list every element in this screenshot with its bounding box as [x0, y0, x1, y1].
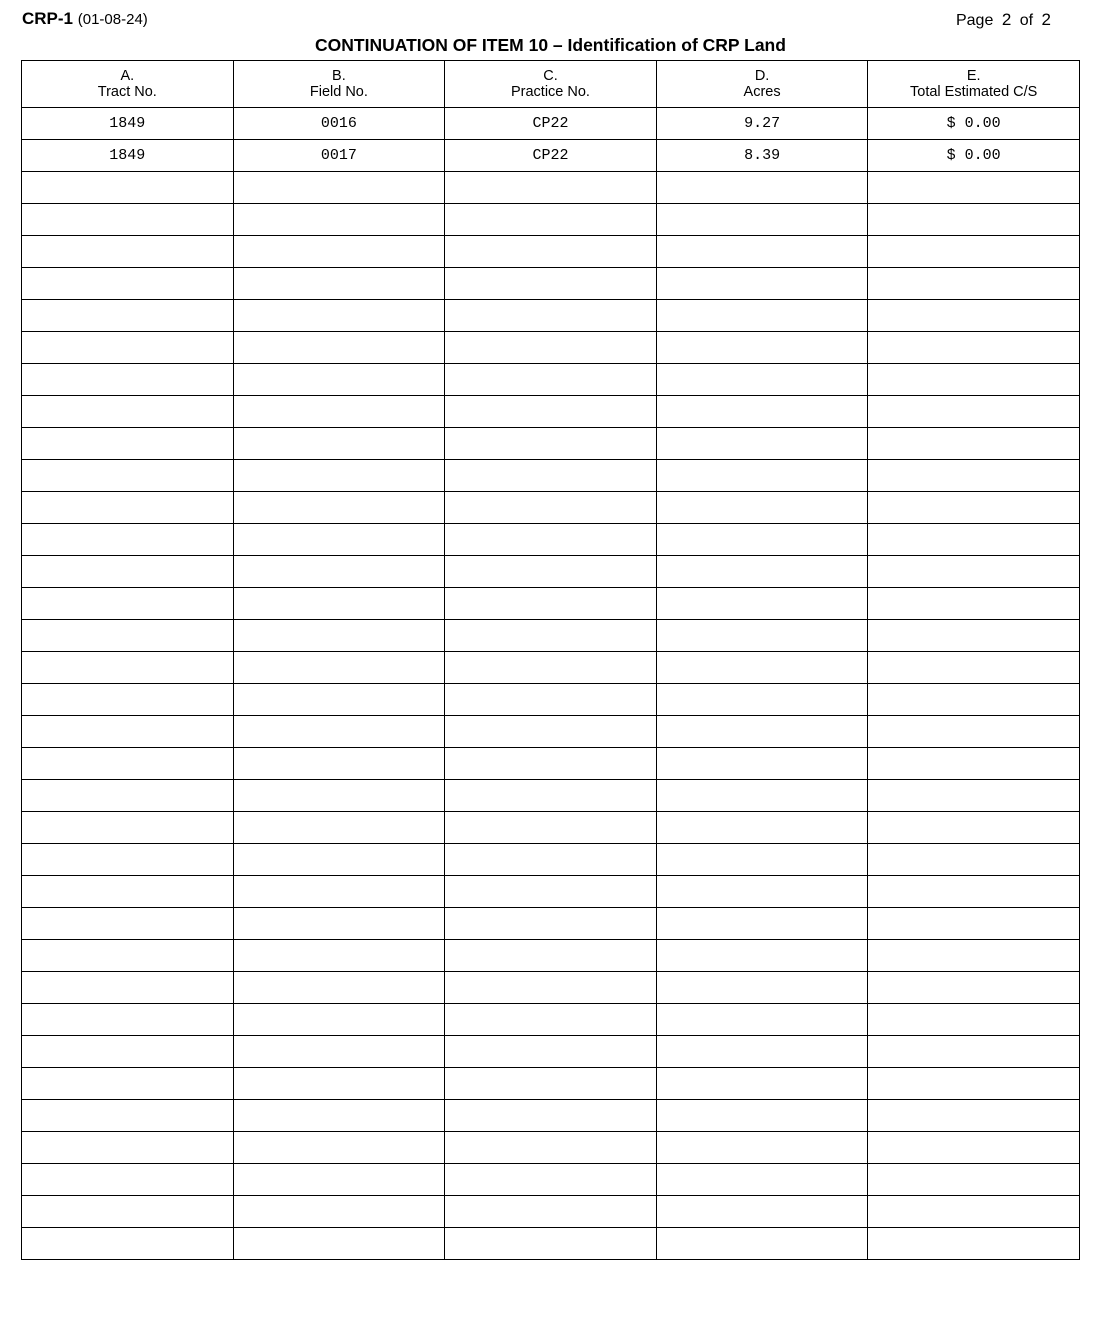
acres-cell — [656, 332, 868, 364]
column-header-tract — [22, 61, 234, 108]
page-total: 2 — [1041, 10, 1051, 29]
cost-share-cell — [868, 172, 1080, 204]
acres-cell — [656, 236, 868, 268]
column-letter: E. — [966, 68, 981, 84]
acres-cell — [656, 300, 868, 332]
cost-share-cell — [868, 300, 1080, 332]
field-no-cell — [233, 620, 445, 652]
cost-share-cell — [868, 1068, 1080, 1100]
practice-no-cell — [445, 908, 657, 940]
tract-no-cell — [22, 1132, 234, 1164]
acres-cell — [656, 908, 868, 940]
empty-table-row — [22, 204, 1080, 236]
cost-share-cell — [868, 460, 1080, 492]
column-label: Practice No. — [510, 84, 590, 100]
practice-no-cell — [445, 1196, 657, 1228]
page-number — [956, 10, 1055, 31]
empty-table-row — [22, 1228, 1080, 1260]
tract-no-cell — [22, 204, 234, 236]
empty-table-row — [22, 236, 1080, 268]
tract-no-cell — [22, 812, 234, 844]
tract-no-cell — [22, 300, 234, 332]
field-no-cell — [233, 268, 445, 300]
acres-cell — [656, 428, 868, 460]
cost-share-cell — [868, 620, 1080, 652]
practice-no-cell — [445, 620, 657, 652]
acres-cell — [656, 268, 868, 300]
cost-share-cell — [868, 1164, 1080, 1196]
field-no-cell — [233, 908, 445, 940]
cost-share-cell — [868, 780, 1080, 812]
tract-no-cell — [22, 1068, 234, 1100]
practice-no-cell — [445, 1036, 657, 1068]
cost-share-cell — [868, 332, 1080, 364]
practice-no-cell — [445, 268, 657, 300]
field-no-cell: 0017 — [233, 140, 445, 172]
acres-cell — [656, 1004, 868, 1036]
tract-no-cell — [22, 236, 234, 268]
empty-table-row — [22, 812, 1080, 844]
cost-share-cell — [868, 972, 1080, 1004]
acres-cell — [656, 876, 868, 908]
tract-no-cell — [22, 844, 234, 876]
tract-no-cell — [22, 428, 234, 460]
practice-no-cell — [445, 332, 657, 364]
empty-table-row — [22, 332, 1080, 364]
field-no-cell — [233, 780, 445, 812]
column-label: Tract No. — [97, 84, 157, 100]
field-no-cell — [233, 684, 445, 716]
empty-table-row — [22, 1036, 1080, 1068]
column-header-practice — [445, 61, 657, 108]
field-no-cell — [233, 844, 445, 876]
empty-table-row — [22, 556, 1080, 588]
cost-share-cell: $ 0.00 — [868, 140, 1080, 172]
acres-cell — [656, 652, 868, 684]
cost-share-cell — [868, 396, 1080, 428]
practice-no-cell — [445, 172, 657, 204]
cost-share-cell — [868, 844, 1080, 876]
field-no-cell — [233, 1004, 445, 1036]
tract-no-cell — [22, 716, 234, 748]
acres-cell: 8.39 — [656, 140, 868, 172]
practice-no-cell — [445, 844, 657, 876]
form-code: CRP-1 — [22, 9, 74, 28]
tract-no-cell — [22, 940, 234, 972]
practice-no-cell — [445, 524, 657, 556]
practice-no-cell — [445, 1132, 657, 1164]
empty-table-row — [22, 652, 1080, 684]
table-body — [22, 108, 1080, 1260]
practice-no-cell — [445, 204, 657, 236]
practice-no-cell — [445, 940, 657, 972]
empty-table-row — [22, 908, 1080, 940]
empty-table-row — [22, 492, 1080, 524]
practice-no-cell — [445, 812, 657, 844]
tract-no-cell — [22, 396, 234, 428]
empty-table-row — [22, 460, 1080, 492]
field-no-cell — [233, 972, 445, 1004]
empty-table-row — [22, 1068, 1080, 1100]
tract-no-cell — [22, 652, 234, 684]
cost-share-cell — [868, 876, 1080, 908]
field-no-cell — [233, 236, 445, 268]
field-no-cell — [233, 1068, 445, 1100]
field-no-cell — [233, 492, 445, 524]
acres-cell — [656, 588, 868, 620]
acres-cell — [656, 780, 868, 812]
practice-no-cell — [445, 1228, 657, 1260]
cost-share-cell — [868, 1196, 1080, 1228]
acres-cell — [656, 1228, 868, 1260]
practice-no-cell — [445, 588, 657, 620]
tract-no-cell — [22, 364, 234, 396]
empty-table-row — [22, 1004, 1080, 1036]
acres-cell — [656, 1196, 868, 1228]
field-no-cell — [233, 1132, 445, 1164]
acres-cell — [656, 556, 868, 588]
field-no-cell — [233, 748, 445, 780]
practice-no-cell — [445, 364, 657, 396]
cost-share-cell — [868, 1132, 1080, 1164]
cost-share-cell — [868, 940, 1080, 972]
acres-cell — [656, 684, 868, 716]
crp-land-table — [21, 60, 1080, 1260]
practice-no-cell: CP22 — [445, 140, 657, 172]
practice-no-cell — [445, 460, 657, 492]
practice-no-cell — [445, 1100, 657, 1132]
acres-cell — [656, 1164, 868, 1196]
field-no-cell — [233, 300, 445, 332]
cost-share-cell — [868, 1100, 1080, 1132]
acres-cell — [656, 1068, 868, 1100]
empty-table-row — [22, 524, 1080, 556]
field-no-cell — [233, 524, 445, 556]
cost-share-cell: $ 0.00 — [868, 108, 1080, 140]
column-header-field — [233, 61, 445, 108]
column-header-cost-share — [868, 61, 1080, 108]
form-identifier — [22, 9, 148, 30]
empty-table-row — [22, 844, 1080, 876]
tract-no-cell — [22, 588, 234, 620]
empty-table-row — [22, 396, 1080, 428]
acres-cell — [656, 1100, 868, 1132]
cost-share-cell — [868, 428, 1080, 460]
tract-no-cell — [22, 524, 234, 556]
field-no-cell — [233, 812, 445, 844]
acres-cell: 9.27 — [656, 108, 868, 140]
empty-table-row — [22, 1100, 1080, 1132]
empty-table-row — [22, 972, 1080, 1004]
practice-no-cell — [445, 716, 657, 748]
cost-share-cell — [868, 1228, 1080, 1260]
cost-share-cell — [868, 684, 1080, 716]
field-no-cell — [233, 652, 445, 684]
field-no-cell — [233, 1164, 445, 1196]
field-no-cell — [233, 1036, 445, 1068]
tract-no-cell — [22, 684, 234, 716]
field-no-cell: 0016 — [233, 108, 445, 140]
field-no-cell — [233, 204, 445, 236]
acres-cell — [656, 1132, 868, 1164]
empty-table-row — [22, 1132, 1080, 1164]
acres-cell — [656, 1036, 868, 1068]
page-word: Page — [955, 12, 994, 29]
practice-no-cell — [445, 1068, 657, 1100]
cost-share-cell — [868, 524, 1080, 556]
acres-cell — [656, 716, 868, 748]
empty-table-row — [22, 940, 1080, 972]
acres-cell — [656, 844, 868, 876]
empty-table-row — [22, 268, 1080, 300]
cost-share-cell — [868, 492, 1080, 524]
tract-no-cell — [22, 1228, 234, 1260]
cost-share-cell — [868, 716, 1080, 748]
cost-share-cell — [868, 748, 1080, 780]
tract-no-cell — [22, 1164, 234, 1196]
table-header-row — [22, 61, 1080, 108]
practice-no-cell — [445, 652, 657, 684]
tract-no-cell — [22, 492, 234, 524]
cost-share-cell — [868, 588, 1080, 620]
empty-table-row — [22, 748, 1080, 780]
tract-no-cell — [22, 1004, 234, 1036]
practice-no-cell — [445, 1164, 657, 1196]
empty-table-row — [22, 588, 1080, 620]
practice-no-cell — [445, 684, 657, 716]
empty-table-row — [22, 716, 1080, 748]
cost-share-cell — [868, 364, 1080, 396]
empty-table-row — [22, 364, 1080, 396]
acres-cell — [656, 812, 868, 844]
acres-cell — [656, 204, 868, 236]
field-no-cell — [233, 1228, 445, 1260]
practice-no-cell — [445, 780, 657, 812]
tract-no-cell — [22, 748, 234, 780]
acres-cell — [656, 364, 868, 396]
tract-no-cell — [22, 556, 234, 588]
field-no-cell — [233, 588, 445, 620]
empty-table-row — [22, 1196, 1080, 1228]
field-no-cell — [233, 716, 445, 748]
cost-share-cell — [868, 268, 1080, 300]
column-letter: A. — [120, 68, 135, 84]
practice-no-cell — [445, 748, 657, 780]
empty-table-row — [22, 300, 1080, 332]
field-no-cell — [233, 332, 445, 364]
acres-cell — [656, 940, 868, 972]
empty-table-row — [22, 876, 1080, 908]
field-no-cell — [233, 876, 445, 908]
practice-no-cell — [445, 1004, 657, 1036]
tract-no-cell — [22, 1100, 234, 1132]
empty-table-row — [22, 684, 1080, 716]
tract-no-cell — [22, 172, 234, 204]
tract-no-cell — [22, 780, 234, 812]
column-label: Field No. — [309, 84, 368, 100]
column-letter: D. — [754, 68, 770, 84]
tract-no-cell: 1849 — [22, 108, 234, 140]
acres-cell — [656, 524, 868, 556]
cost-share-cell — [868, 236, 1080, 268]
acres-cell — [656, 620, 868, 652]
practice-no-cell — [445, 492, 657, 524]
column-header-acres — [656, 61, 868, 108]
field-no-cell — [233, 172, 445, 204]
acres-cell — [656, 492, 868, 524]
cost-share-cell — [868, 908, 1080, 940]
field-no-cell — [233, 1196, 445, 1228]
practice-no-cell: CP22 — [445, 108, 657, 140]
tract-no-cell — [22, 908, 234, 940]
cost-share-cell — [868, 556, 1080, 588]
empty-table-row — [22, 428, 1080, 460]
acres-cell — [656, 460, 868, 492]
practice-no-cell — [445, 396, 657, 428]
page-title: CONTINUATION OF ITEM 10 – Identification of CRP Land — [315, 35, 786, 55]
cost-share-cell — [868, 1036, 1080, 1068]
empty-table-row — [22, 1164, 1080, 1196]
tract-no-cell — [22, 1036, 234, 1068]
cost-share-cell — [868, 812, 1080, 844]
acres-cell — [656, 172, 868, 204]
tract-no-cell — [22, 460, 234, 492]
page-current: 2 — [1001, 10, 1012, 29]
empty-table-row — [22, 172, 1080, 204]
practice-no-cell — [445, 300, 657, 332]
tract-no-cell — [22, 972, 234, 1004]
field-no-cell — [233, 556, 445, 588]
acres-cell — [656, 972, 868, 1004]
form-revision-date: (01-08-24) — [77, 11, 148, 28]
acres-cell — [656, 748, 868, 780]
column-letter: B. — [332, 68, 346, 84]
column-label: Total Estimated C/S — [910, 84, 1038, 100]
field-no-cell — [233, 428, 445, 460]
table-row — [22, 108, 1080, 140]
field-no-cell — [233, 460, 445, 492]
tract-no-cell — [22, 876, 234, 908]
column-letter: C. — [543, 68, 558, 84]
practice-no-cell — [445, 556, 657, 588]
practice-no-cell — [445, 972, 657, 1004]
cost-share-cell — [868, 652, 1080, 684]
tract-no-cell — [22, 620, 234, 652]
field-no-cell — [233, 364, 445, 396]
empty-table-row — [22, 620, 1080, 652]
acres-cell — [656, 396, 868, 428]
tract-no-cell — [22, 1196, 234, 1228]
column-label: Acres — [743, 84, 781, 100]
tract-no-cell — [22, 268, 234, 300]
empty-table-row — [22, 780, 1080, 812]
tract-no-cell — [22, 332, 234, 364]
practice-no-cell — [445, 428, 657, 460]
practice-no-cell — [445, 236, 657, 268]
cost-share-cell — [868, 204, 1080, 236]
field-no-cell — [233, 940, 445, 972]
cost-share-cell — [868, 1004, 1080, 1036]
table-row — [22, 140, 1080, 172]
tract-no-cell: 1849 — [22, 140, 234, 172]
field-no-cell — [233, 1100, 445, 1132]
field-no-cell — [233, 396, 445, 428]
practice-no-cell — [445, 876, 657, 908]
page-of-word: of — [1019, 12, 1034, 29]
